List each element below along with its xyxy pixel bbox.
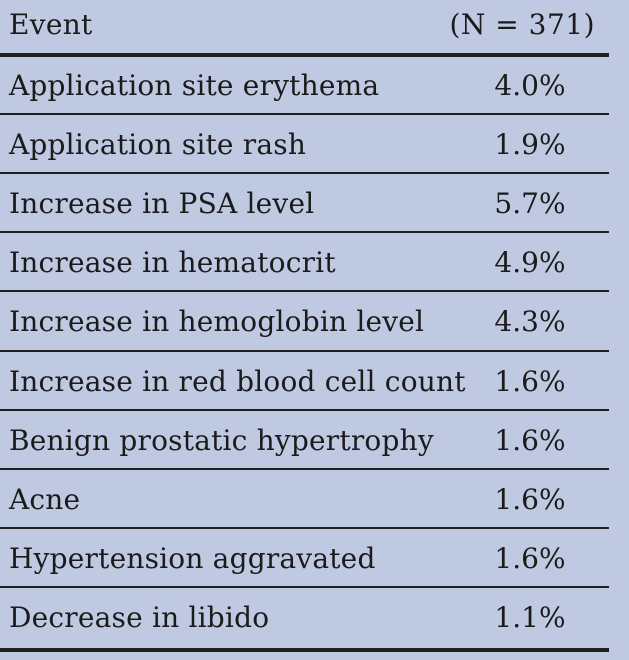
table-row xyxy=(0,471,629,530)
row-value: 1.6% xyxy=(494,365,566,398)
bottom-rule xyxy=(0,648,609,652)
table-row xyxy=(0,353,629,412)
row-event: Application site erythema xyxy=(9,69,380,102)
table-row xyxy=(0,234,629,293)
row-value: 5.7% xyxy=(494,187,566,220)
row-event: Hypertension aggravated xyxy=(9,542,376,575)
row-divider xyxy=(0,350,609,352)
row-event: Decrease in libido xyxy=(9,601,270,634)
row-divider xyxy=(0,527,609,529)
row-event: Increase in hemoglobin level xyxy=(9,305,425,338)
header-n: (N = 371) xyxy=(449,8,595,41)
row-value: 1.6% xyxy=(494,424,566,457)
row-divider xyxy=(0,468,609,470)
row-value: 1.9% xyxy=(494,128,566,161)
row-divider xyxy=(0,113,609,115)
row-value: 1.1% xyxy=(494,601,566,634)
table-row xyxy=(0,175,629,234)
table-row xyxy=(0,412,629,471)
row-divider xyxy=(0,409,609,411)
table-row xyxy=(0,293,629,352)
table-row xyxy=(0,57,629,116)
table-row xyxy=(0,530,629,589)
table-header xyxy=(0,0,629,53)
row-event: Application site rash xyxy=(9,128,307,161)
row-event: Benign prostatic hypertrophy xyxy=(9,424,434,457)
row-event: Increase in PSA level xyxy=(9,187,315,220)
table-row xyxy=(0,116,629,175)
row-event: Acne xyxy=(9,483,81,516)
row-event: Increase in red blood cell count xyxy=(9,365,466,398)
row-value: 4.0% xyxy=(494,69,566,102)
row-event: Increase in hematocrit xyxy=(9,246,336,279)
header-event: Event xyxy=(9,8,93,41)
row-divider xyxy=(0,172,609,174)
row-divider xyxy=(0,231,609,233)
row-divider xyxy=(0,586,609,588)
row-value: 1.6% xyxy=(494,542,566,575)
row-value: 1.6% xyxy=(494,483,566,516)
table-row xyxy=(0,589,629,648)
row-divider xyxy=(0,290,609,292)
row-value: 4.3% xyxy=(494,305,566,338)
row-value: 4.9% xyxy=(494,246,566,279)
